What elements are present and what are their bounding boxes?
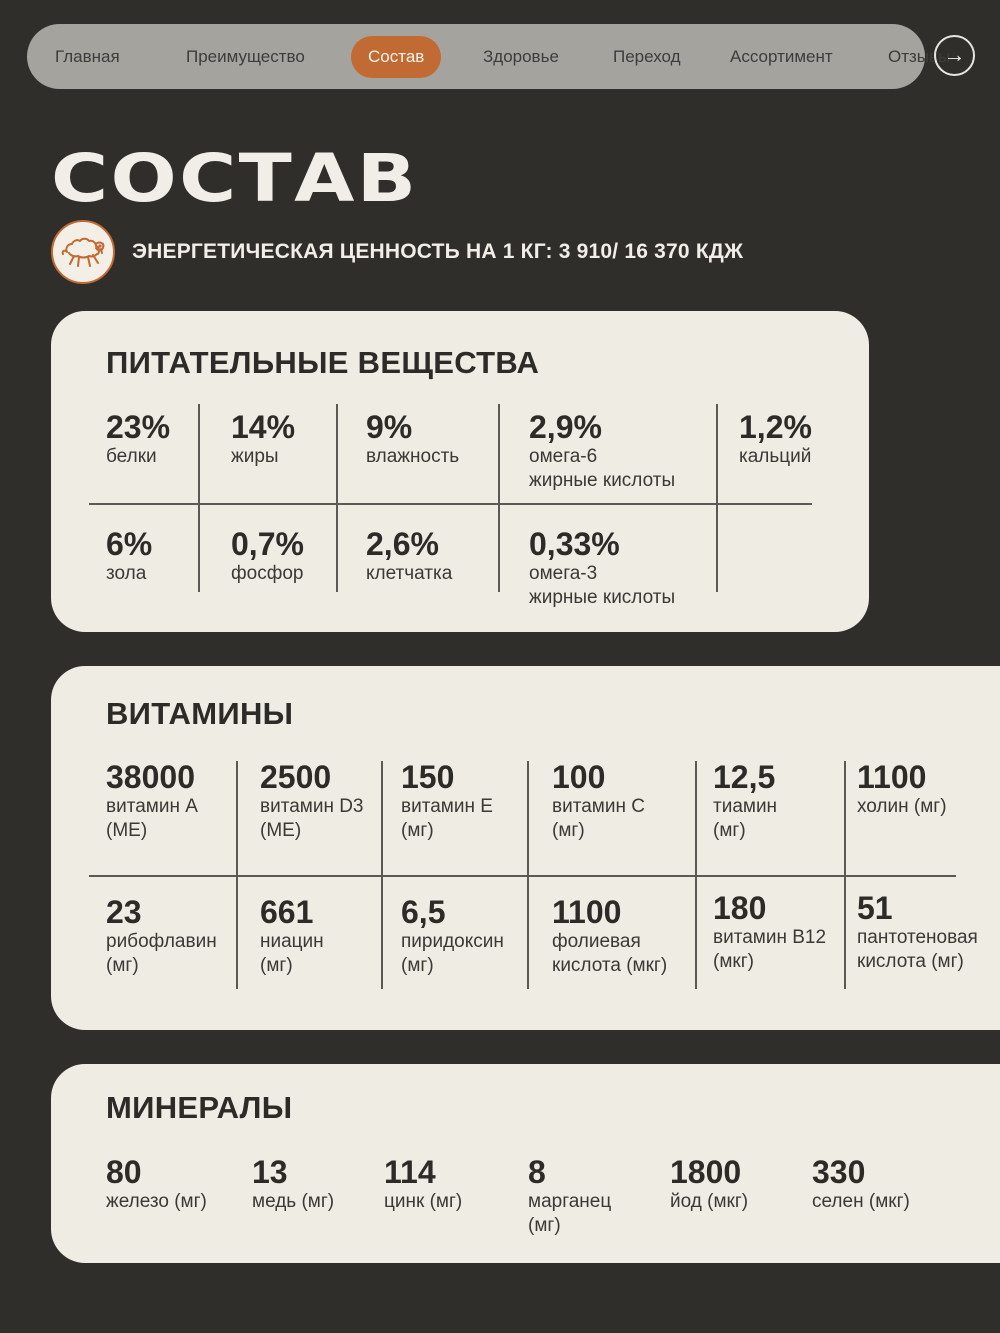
vitamins-card (51, 666, 1000, 1030)
mineral-label: медь (мг) (252, 1191, 335, 1212)
nutrient-value: 0,7% (231, 526, 304, 562)
mineral-label: йод (мкг) (670, 1191, 749, 1212)
divider (236, 761, 238, 989)
vitamin-label: витамин А (106, 796, 198, 817)
nutrient-item (739, 409, 812, 469)
mineral-label: (мг) (528, 1215, 561, 1236)
vitamin-label: (МЕ) (106, 820, 148, 841)
mineral-value: 8 (528, 1154, 546, 1190)
mineral-value: 80 (106, 1154, 142, 1190)
nutrient-item (231, 409, 295, 469)
vitamin-item (552, 759, 645, 843)
vitamin-value: 23 (106, 894, 142, 930)
vitamin-label: витамин В12 (713, 927, 827, 948)
mineral-item (384, 1154, 462, 1214)
divider (527, 761, 529, 989)
vitamin-value: 2500 (260, 759, 332, 795)
vitamin-label: (мг) (401, 955, 434, 976)
nav-item-assortment[interactable]: Ассортимент (730, 47, 833, 66)
vitamin-label: (мг) (713, 820, 746, 841)
nutrient-value: 0,33% (529, 526, 620, 562)
nutrients-card (51, 311, 869, 632)
vitamin-value: 1100 (552, 894, 622, 930)
mineral-item (812, 1154, 910, 1214)
nutrient-label: жирные кислоты (529, 470, 676, 491)
nutrient-item (106, 526, 152, 586)
vitamin-value: 1100 (857, 759, 927, 795)
nav-item-composition[interactable]: Состав (351, 36, 441, 78)
nutrient-value: 9% (366, 409, 413, 445)
nutrient-value: 2,6% (366, 526, 439, 562)
divider (336, 404, 338, 592)
divider (498, 404, 500, 592)
vitamin-value: 150 (401, 759, 455, 795)
vitamin-label: (мкг) (713, 951, 754, 972)
mineral-item (670, 1154, 748, 1214)
nutrient-item (529, 526, 675, 610)
nutrient-label: белки (106, 446, 157, 467)
vitamin-label: пиридоксин (401, 931, 504, 952)
nutrient-label: клетчатка (366, 563, 453, 584)
vitamin-label: (мг) (552, 820, 585, 841)
nutrient-item (529, 409, 675, 493)
nutrient-item (366, 526, 452, 586)
mineral-label: цинк (мг) (384, 1191, 463, 1212)
nav-item-advantages[interactable]: Преимущество (186, 47, 305, 66)
nutrient-label: омега-3 (529, 563, 598, 584)
divider (89, 875, 956, 877)
vitamin-value: 51 (857, 890, 893, 926)
divider (716, 404, 718, 592)
vitamin-value: 12,5 (713, 759, 776, 795)
nutrient-value: 23% (106, 409, 171, 445)
nutrient-item (106, 409, 170, 469)
vitamin-label: кислота (мг) (857, 951, 964, 972)
nutrient-label: жиры (231, 446, 279, 467)
vitamins-title: ВИТАМИНЫ (106, 696, 294, 731)
nav-item-health[interactable]: Здоровье (483, 47, 559, 66)
top-navigation (27, 24, 951, 89)
vitamin-item (713, 759, 777, 843)
vitamin-item (552, 894, 667, 978)
nutrient-label: влажность (366, 446, 460, 467)
mineral-item (528, 1154, 611, 1238)
minerals-title: МИНЕРАЛЫ (106, 1090, 293, 1125)
nutrient-value: 14% (231, 409, 296, 445)
vitamin-label: кислота (мкг) (552, 955, 668, 976)
vitamin-item (713, 890, 826, 974)
vitamin-label: (мг) (260, 955, 293, 976)
vitamin-label: (мг) (106, 955, 139, 976)
nav-item-home[interactable]: Главная (55, 47, 120, 66)
mineral-label: марганец (528, 1191, 612, 1212)
vitamin-label: пантотеновая (857, 927, 978, 948)
vitamin-label: (МЕ) (260, 820, 302, 841)
vitamin-value: 661 (260, 894, 314, 930)
energy-value: ЭНЕРГЕТИЧЕСКАЯ ЦЕННОСТЬ НА 1 КГ: 3 910/ 16 370 КДЖ (132, 240, 744, 263)
nutrient-label: фосфор (231, 563, 304, 584)
vitamin-item (260, 759, 364, 843)
vitamin-label: фолиевая (552, 931, 641, 952)
nutrient-value: 6% (106, 526, 153, 562)
nutrient-item (366, 409, 459, 469)
vitamin-label: ниацин (260, 931, 324, 952)
vitamin-value: 38000 (106, 759, 195, 795)
vitamin-label: витамин D3 (260, 796, 364, 817)
vitamin-item (260, 894, 324, 978)
vitamin-value: 100 (552, 759, 606, 795)
nav-item-reviews[interactable]: Отзывы (888, 47, 951, 66)
vitamin-item (106, 894, 217, 978)
nutrient-value: 2,9% (529, 409, 602, 445)
vitamin-item (401, 759, 493, 843)
mineral-label: железо (мг) (106, 1191, 207, 1212)
divider (381, 761, 383, 989)
vitamin-label: тиамин (713, 796, 778, 817)
vitamin-item (857, 890, 978, 974)
nav-next-arrow-icon[interactable]: → (934, 35, 975, 76)
mineral-item (252, 1154, 334, 1214)
mineral-value: 1800 (670, 1154, 742, 1190)
mineral-label: селен (мкг) (812, 1191, 910, 1212)
mineral-value: 114 (384, 1154, 436, 1190)
vitamin-label: витамин Е (401, 796, 493, 817)
vitamin-value: 180 (713, 890, 767, 926)
vitamin-item (857, 759, 947, 819)
page-title: СОСТАВ (51, 140, 419, 217)
vitamin-item (106, 759, 198, 843)
vitamin-item (401, 894, 504, 978)
minerals-card (51, 1064, 1000, 1263)
vitamin-label: (мг) (401, 820, 434, 841)
nutrient-label: кальций (739, 446, 812, 467)
mineral-value: 13 (252, 1154, 288, 1190)
nutrient-item (231, 526, 304, 586)
nutrients-title: ПИТАТЕЛЬНЫЕ ВЕЩЕСТВА (106, 345, 540, 380)
vitamin-label: витамин С (552, 796, 645, 817)
nutrient-label: зола (106, 563, 147, 584)
divider (695, 761, 697, 989)
nav-item-transition[interactable]: Переход (613, 47, 681, 66)
mineral-item (106, 1154, 207, 1214)
vitamin-label: рибофлавин (106, 931, 217, 952)
vitamin-value: 6,5 (401, 894, 446, 930)
divider (198, 404, 200, 592)
mineral-value: 330 (812, 1154, 866, 1190)
nutrient-label: омега-6 (529, 446, 598, 467)
vitamin-label: холин (мг) (857, 796, 947, 817)
nutrient-value: 1,2% (739, 409, 812, 445)
nutrient-label: жирные кислоты (529, 587, 676, 608)
divider (844, 761, 846, 989)
lamb-icon (51, 220, 115, 284)
